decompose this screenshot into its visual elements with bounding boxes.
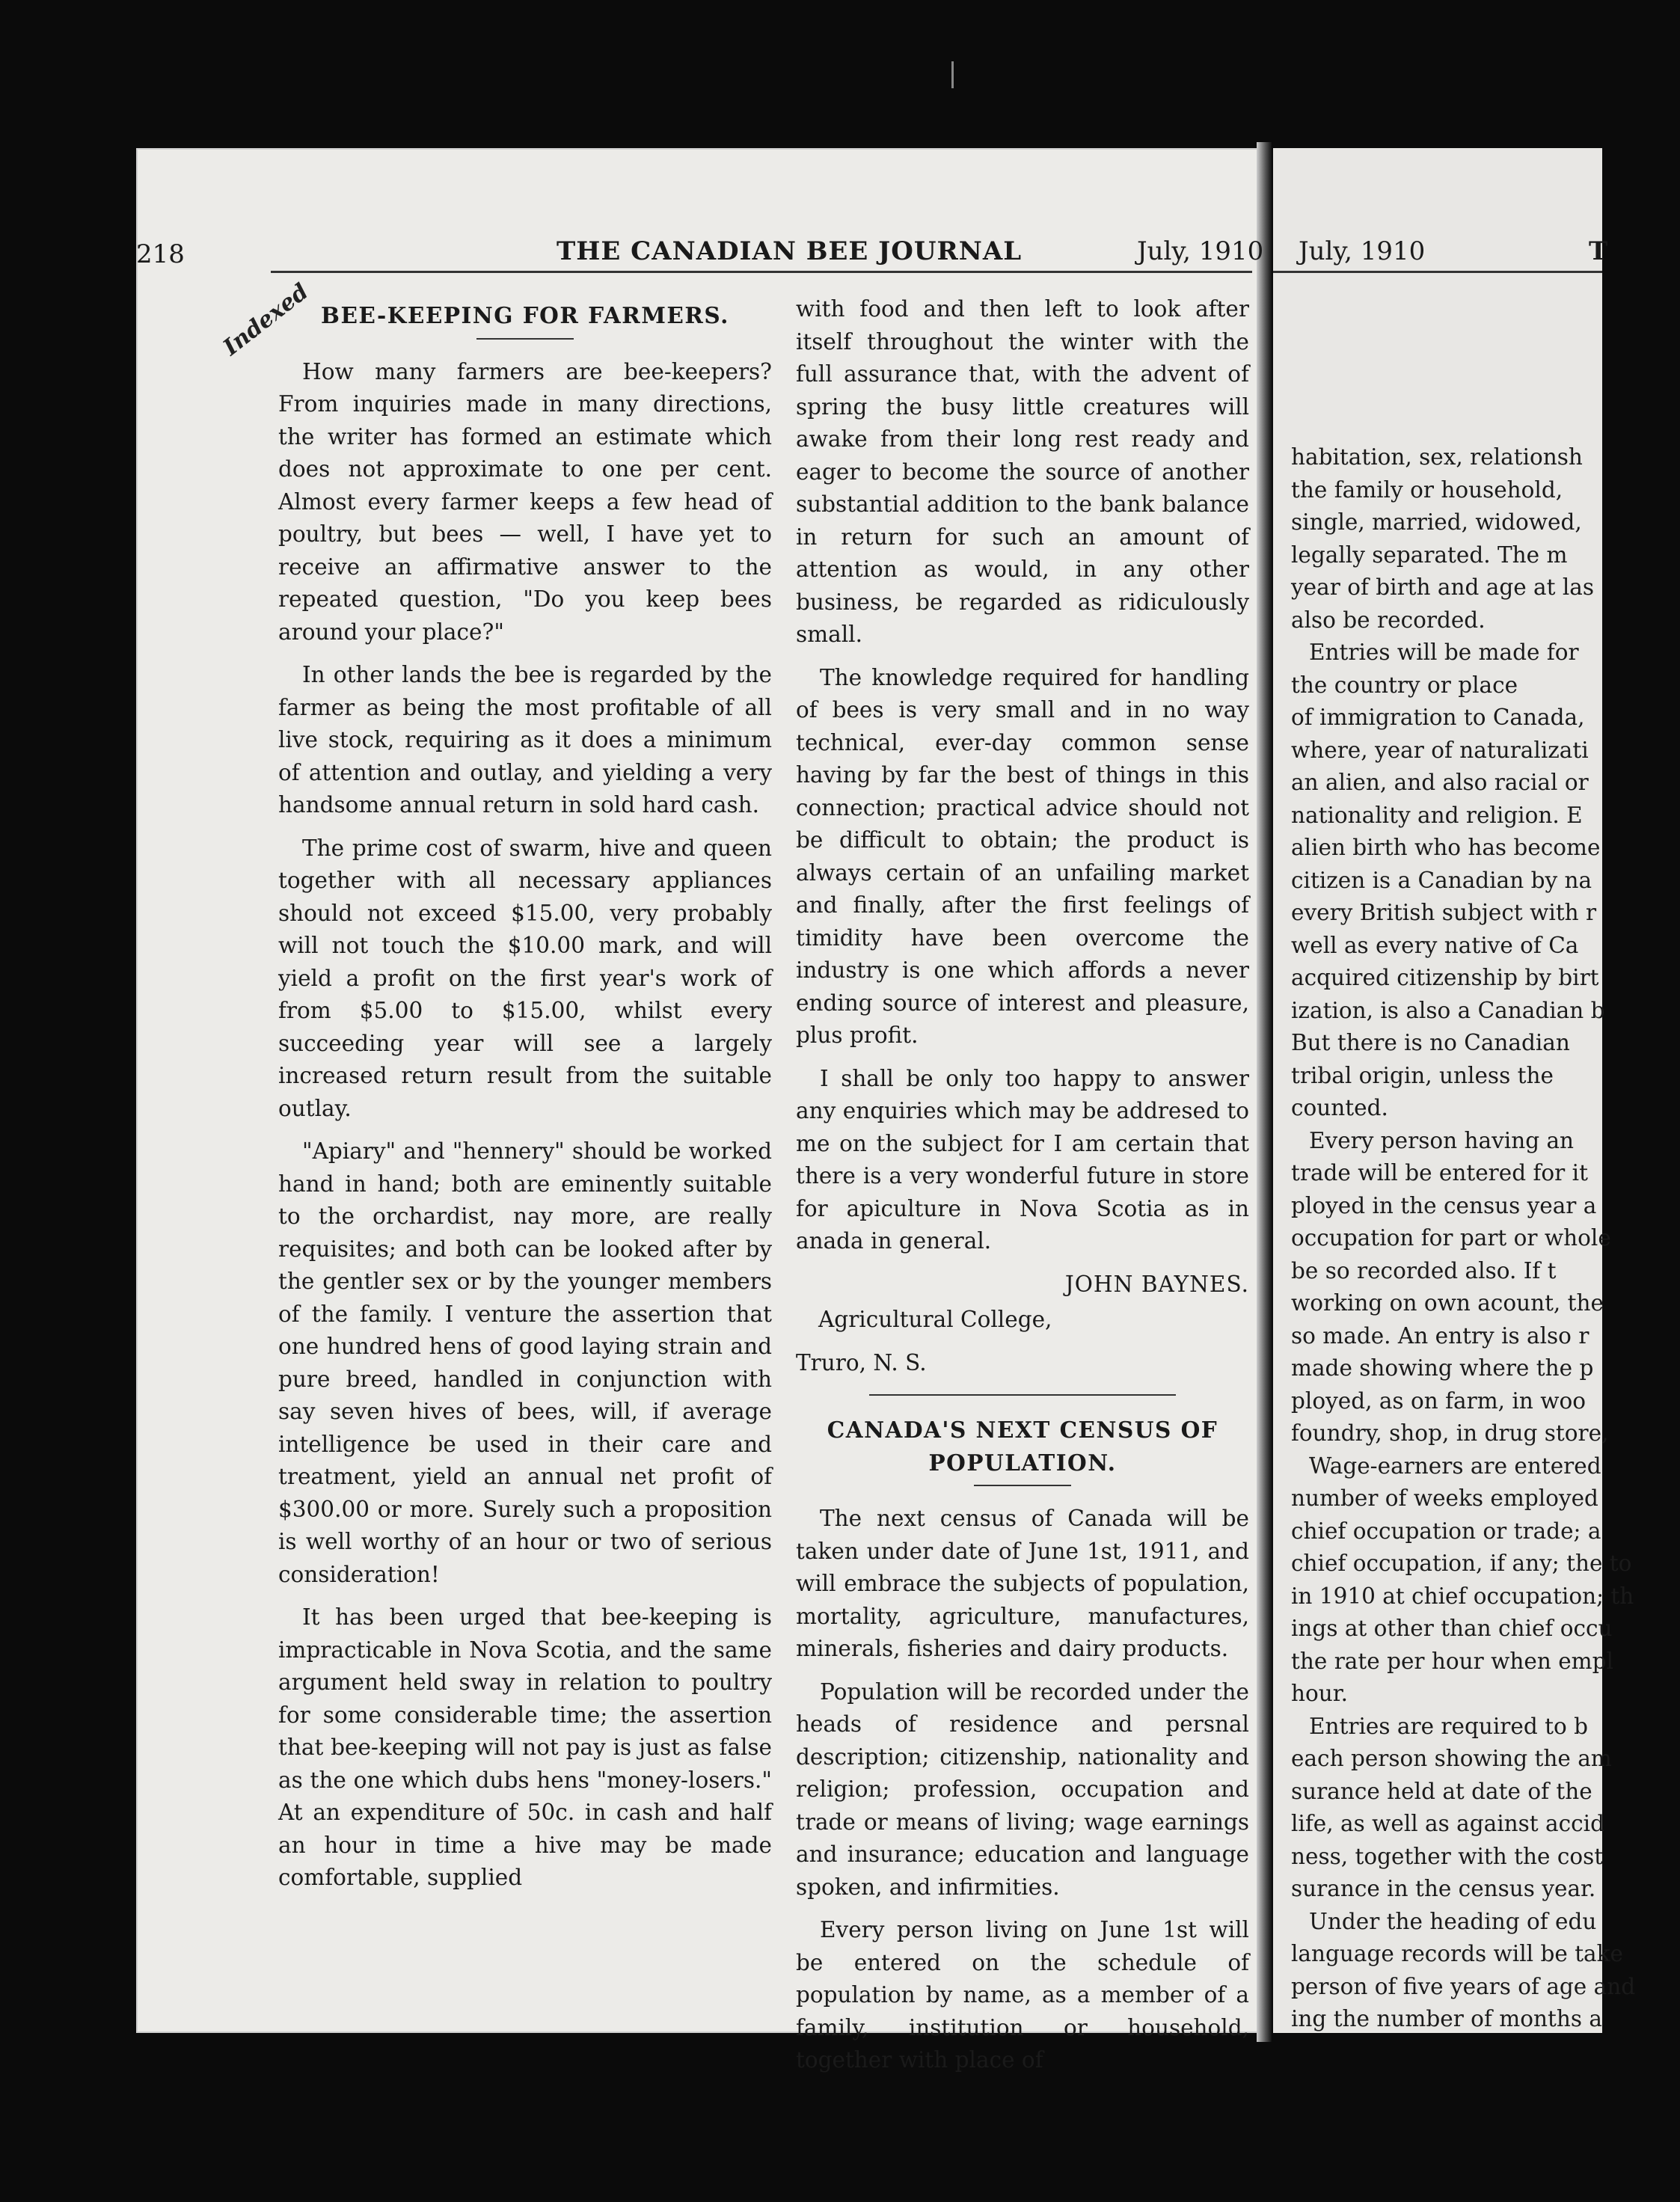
- text-line: Entries are required to b: [1309, 1713, 1588, 1739]
- paragraph: The next census of Canada will be taken under date of June 1st, 1911, and will embrace the subjects of population, mortality, agriculture, manufactures, minerals, fisheries and dairy products.: [796, 1506, 1249, 1661]
- journal-title: THE CANADIAN BEE JOURNAL: [557, 236, 1023, 266]
- text-line: every British subject with r: [1291, 900, 1597, 925]
- text-line: life, as well as against accid: [1291, 1811, 1604, 1836]
- paragraph: The prime cost of swarm, hive and queen together with all necessary appliances should not exceed $15.00, very probably will not touch the $10.00 mark, and will yield a profit on the first year's work of from $5.00 to $15.00, whilst every succeeding year will see a largely increased return result from the suitable outlay.: [278, 835, 772, 1121]
- issue-date: July, 1910: [1137, 236, 1264, 266]
- column-1: [278, 299, 772, 1905]
- text-line: person of five years of age and: [1291, 1973, 1636, 1999]
- text-line: ings at other than chief occu: [1291, 1616, 1613, 1641]
- paragraph: In other lands the bee is regarded by the farmer as being the most profitable of all live stock, requiring as it does a minimum of attention and outlay, and yielding a very handsome annual return in sold hard cash.: [278, 662, 772, 818]
- text-line: But there is no Canadian: [1291, 1030, 1570, 1055]
- paragraph: with food and then left to look after itself throughout the winter with the full assurance that, with the advent of spring the busy little creatures will awake from their long rest ready and eager to become the source of another substantial addition to the bank balance in return for such an amount of attention as would, in any other business, be regarded as ridiculously small.: [796, 296, 1249, 647]
- paragraph: The knowledge required for handling of bees is very small and in no way technical, ever-day common sense having by far the best of things in this connection; practical advice should not be difficult to obtain; the product is always certain of an unfailing market and finally, after the first feelings of timidity have been overcome the industry is one which affords a never ending source of interest and pleasure, plus profit.: [796, 664, 1249, 1048]
- book-gutter: [1257, 142, 1272, 2042]
- paragraph: "Apiary" and "hennery" should be worked hand in hand; both are eminently suitable to the orchardist, nay more, are really requisites; and both can be looked after by the gentler sex or by the younger members of the family. I venture the assertion that one hundred hens of good laying strain and pure breed, handled in conjunction with say seven hives of bees, will, if average intelligence be used in their care and treatment, yield an annual net profit of $300.00 or more. Surely such a proposition is well worthy of an hour or two of serious consideration!: [278, 1138, 772, 1587]
- author-location: Truro, N. S.: [796, 1349, 927, 1376]
- paragraph: It has been urged that bee-keeping is impracticable in Nova Scotia, and the same argument held sway in relation to poultry for some considerable time; the assertion that bee-keeping will not pay is just as false as the one which dubs hens "money-losers." At an expenditure of 50c. in cash and half an hour in time a hive may be made comfortable, supplied: [278, 1604, 772, 1890]
- text-line: surance held at date of the: [1291, 1778, 1592, 1804]
- text-line: ing the number of months a: [1291, 2006, 1602, 2031]
- right-column: [1291, 441, 1680, 2036]
- text-line: Entries will be made for: [1309, 640, 1579, 665]
- paragraph: How many farmers are bee-keepers? From inquiries made in many directions, the writer has formed an estimate which does not approximate to one per cent. Almost every farmer keeps a few head of poultry, but bees — well, I have yet to receive an affirmative answer to the repeated question, "Do you keep bees around your place?": [278, 358, 772, 645]
- text-line: made showing where the p: [1291, 1355, 1594, 1381]
- text-line: language records will be take: [1291, 1941, 1623, 1966]
- right-issue-date: July, 1910: [1299, 236, 1426, 266]
- text-line: hour.: [1291, 1681, 1348, 1706]
- article-title-line1: CANADA'S NEXT CENSUS OF: [827, 1417, 1218, 1443]
- author-affiliation: Agricultural College,: [818, 1307, 1052, 1332]
- text-line: single, married, widowed,: [1291, 509, 1582, 535]
- paragraph: Population will be recorded under the heads of residence and persnal description; citizenship, nationality and religion; profession, occupation and trade or means of living; wage earnings and insurance; education and language spoken, and infirmities.: [796, 1678, 1249, 1900]
- text-line: in 1910 at chief occupation; th: [1291, 1583, 1634, 1609]
- text-line: nationality and religion. E: [1291, 802, 1583, 828]
- text-line: ployed, as on farm, in woo: [1291, 1387, 1587, 1414]
- text-line: habitation, sex, relationsh: [1291, 444, 1583, 470]
- text-line: Wage-earners are entered: [1309, 1453, 1601, 1479]
- page-number: 218: [136, 239, 185, 269]
- text-line: occupation for part or whole: [1291, 1225, 1611, 1251]
- text-line: trade will be entered for it: [1291, 1160, 1588, 1186]
- text-line: chief occupation, if any; the to: [1291, 1551, 1632, 1576]
- text-line: legally separated. The m: [1291, 542, 1568, 568]
- text-line: the family or household,: [1291, 476, 1563, 503]
- right-page: [1273, 148, 1636, 2033]
- text-line: counted.: [1291, 1095, 1388, 1120]
- right-header-fragment: T: [1589, 236, 1608, 266]
- text-line: of immigration to Canada,: [1291, 705, 1585, 730]
- paragraph: I shall be only too happy to answer any enquiries which may be addresed to me on the subject for I am certain that there is a very wonderful future in store for apiculture in Nova Scotia as in anada in general.: [796, 1065, 1249, 1254]
- text-line: where, year of naturalizati: [1291, 737, 1589, 763]
- scan-mark: [951, 61, 954, 88]
- author-name: JOHN BAYNES.: [1064, 1271, 1249, 1297]
- text-line: ployed in the census year a: [1291, 1192, 1597, 1218]
- article-divider: [869, 1394, 1176, 1396]
- title-rule: [476, 338, 574, 340]
- right-header-rule: [1273, 271, 1602, 273]
- text-line: be so recorded also. If t: [1291, 1257, 1557, 1284]
- text-line: year of birth and age at las: [1291, 574, 1595, 600]
- text-line: ization, is also a Canadian b: [1291, 997, 1605, 1023]
- text-line: so made. An entry is also r: [1291, 1322, 1589, 1349]
- text-line: each person showing the am: [1291, 1746, 1612, 1771]
- text-line: working on own acount, the: [1291, 1290, 1604, 1316]
- article-title-line2: POPULATION.: [928, 1449, 1117, 1476]
- text-line: the rate per hour when empl: [1291, 1648, 1613, 1674]
- text-line: foundry, shop, in drug store,: [1291, 1420, 1609, 1446]
- header-rule: [271, 271, 1252, 273]
- text-line: surance in the census year.: [1291, 1876, 1596, 1901]
- article-title: BEE-KEEPING FOR FARMERS.: [321, 302, 729, 328]
- text-line: ness, together with the cost: [1291, 1843, 1604, 1869]
- text-line: Every person having an: [1309, 1127, 1575, 1153]
- text-line: tribal origin, unless the: [1291, 1062, 1554, 1088]
- text-line: chief occupation or trade; a: [1291, 1518, 1601, 1544]
- column-2: [796, 293, 1249, 2088]
- text-line: an alien, and also racial or: [1291, 770, 1589, 795]
- text-line: acquired citizenship by birt: [1291, 965, 1599, 990]
- paragraph: Every person living on June 1st will be entered on the schedule of population by name, as a member of a family, institution or household, together with place of: [796, 1917, 1249, 2073]
- indexed-stamp: Indexed: [218, 278, 314, 361]
- text-line: also be recorded.: [1291, 607, 1486, 633]
- text-line: number of weeks employed: [1291, 1485, 1598, 1511]
- title-rule: [974, 1485, 1071, 1486]
- text-line: Under the heading of edu: [1309, 1908, 1597, 1934]
- text-line: well as every native of Ca: [1291, 932, 1579, 958]
- text-line: alien birth who has become: [1291, 835, 1601, 860]
- text-line: the country or place: [1291, 672, 1518, 698]
- text-line: citizen is a Canadian by na: [1291, 867, 1592, 893]
